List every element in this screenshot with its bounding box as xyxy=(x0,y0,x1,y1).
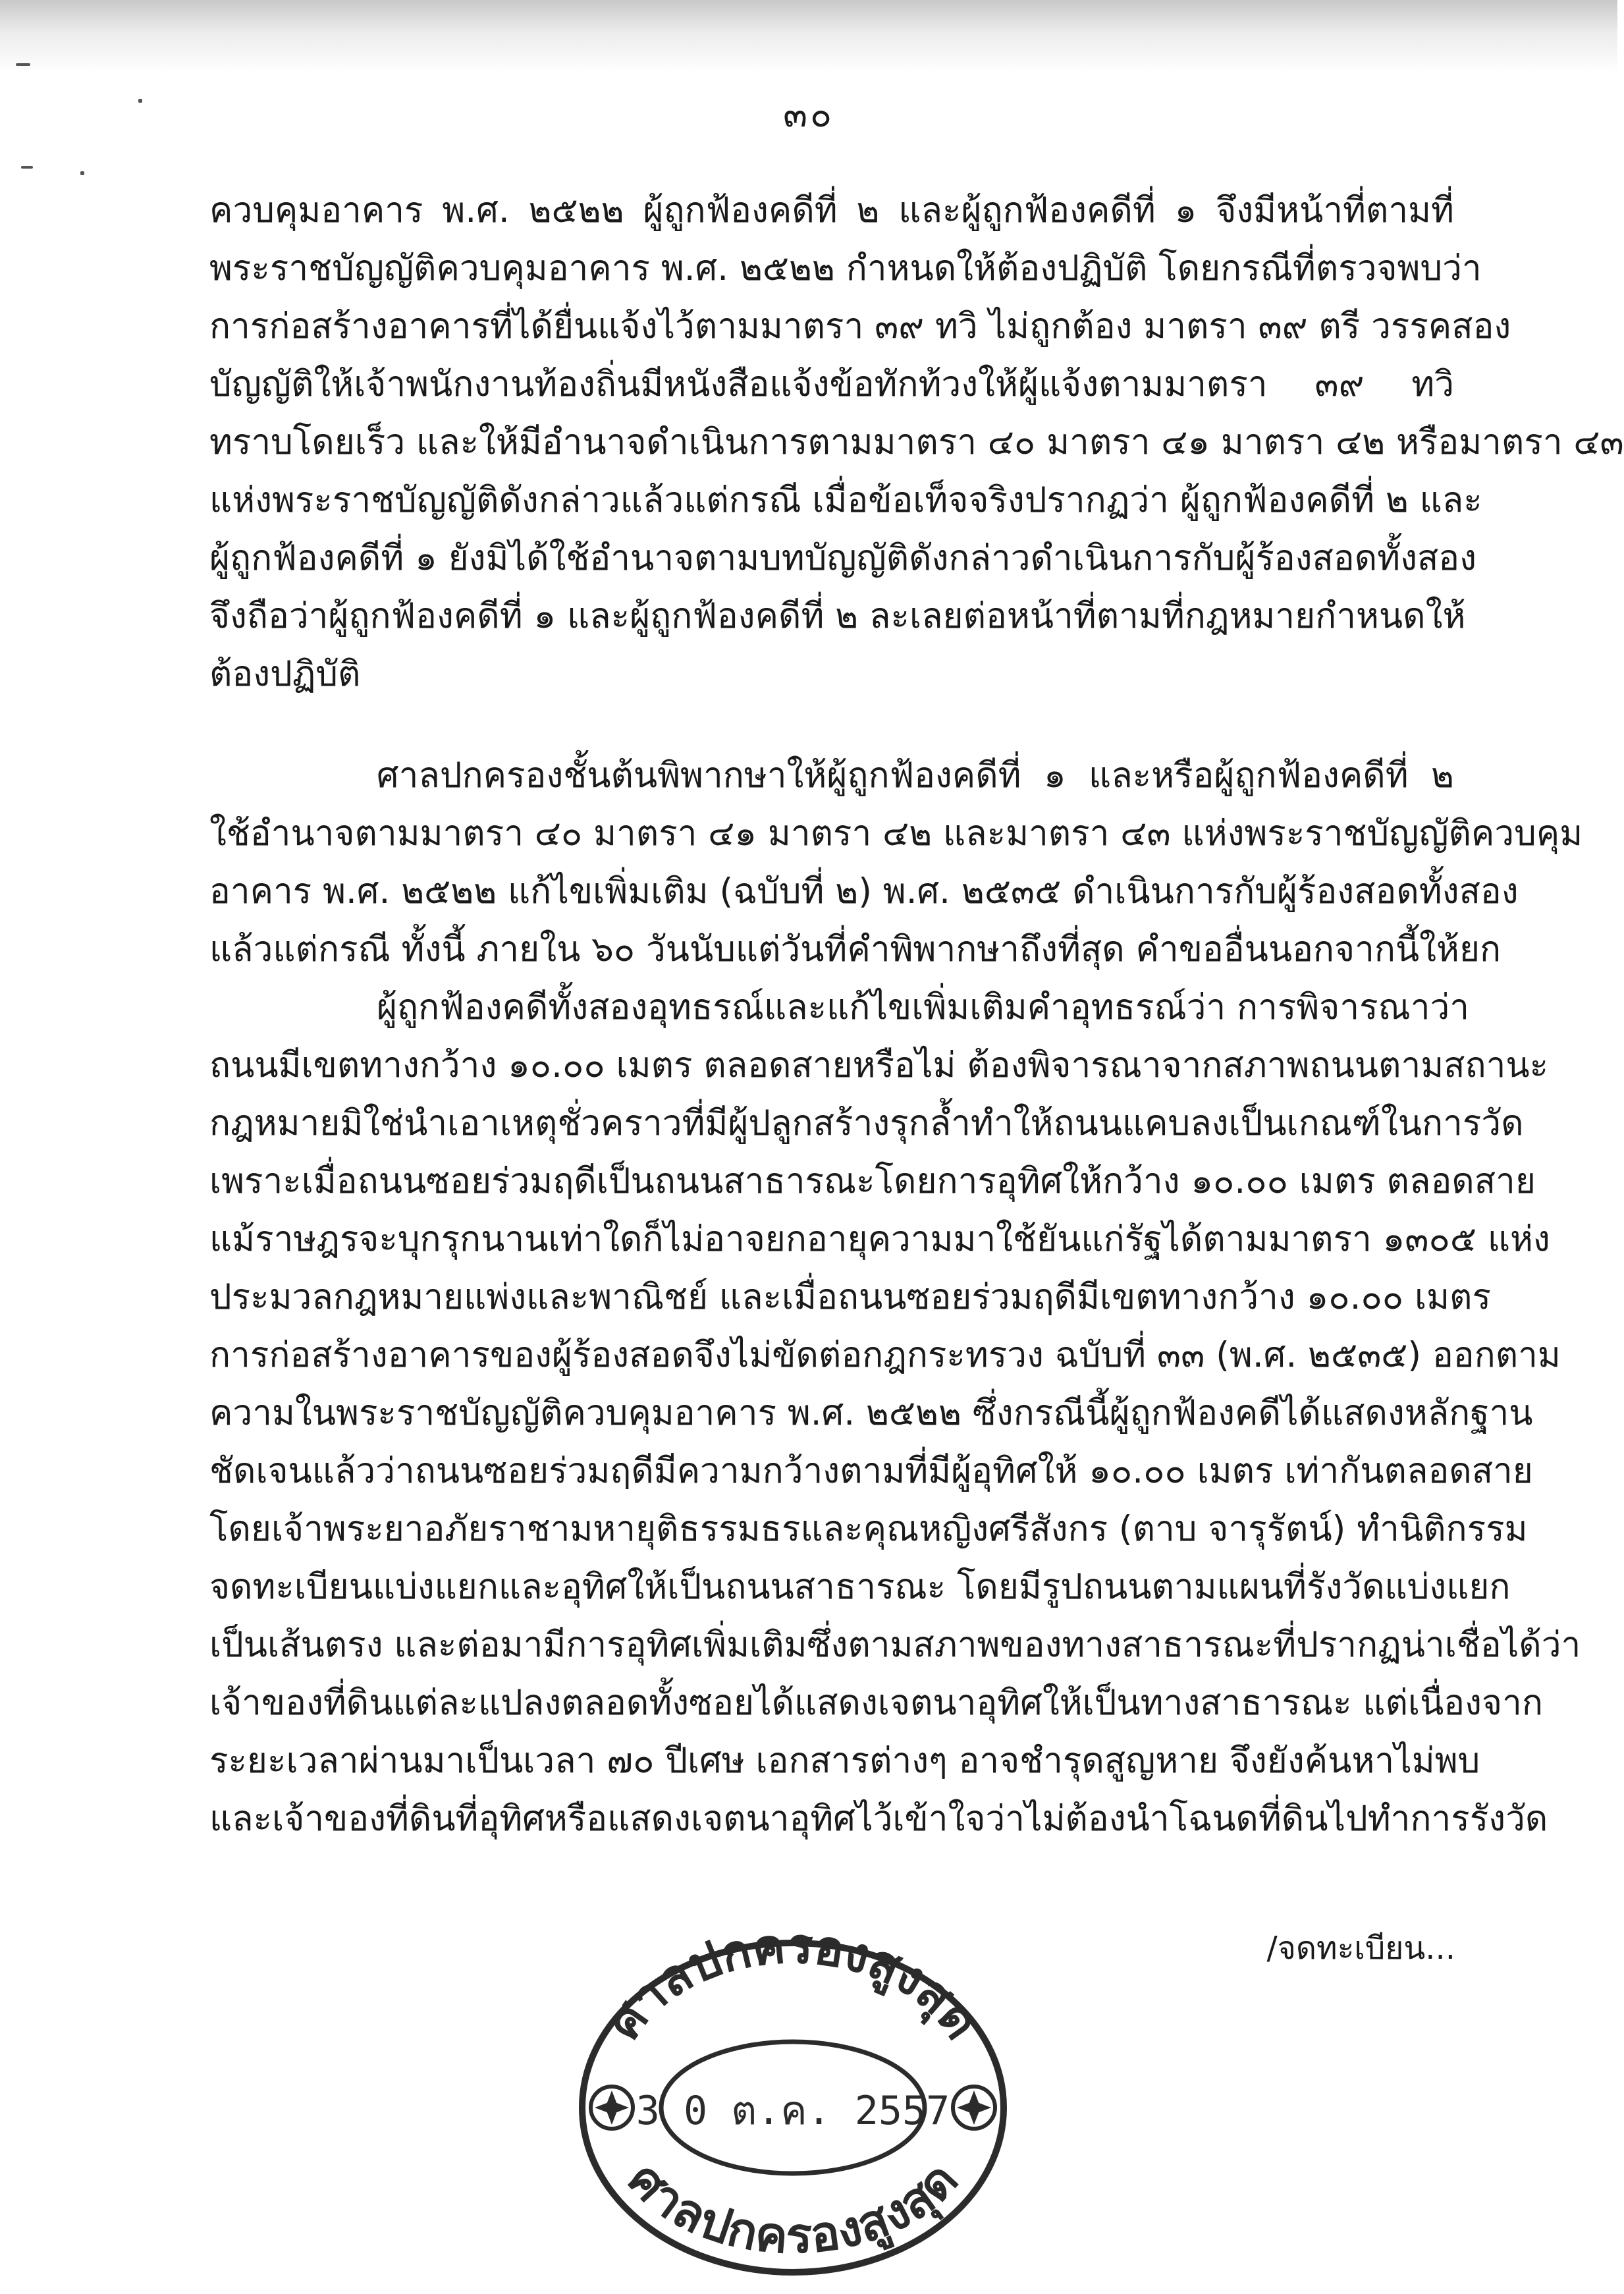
body-line: กฎหมายมิใช่นำเอาเหตุชั่วคราวที่มีผู้ปลูกสร้างรุกล้ำทำให้ถนนแคบลงเป็นเกณฑ์ในการวัด xyxy=(209,1103,1524,1143)
body-line: ชัดเจนแล้วว่าถนนซอยร่วมฤดีมีความกว้างตามที่มีผู้อุทิศให้ ๑๐.๐๐ เมตร เท่ากันตลอดสาย xyxy=(209,1451,1533,1491)
body-line: ถนนมีเขตทางกว้าง ๑๐.๐๐ เมตร ตลอดสายหรือไม่ ต้องพิจารณาจากสภาพถนนตามสถานะ xyxy=(209,1045,1549,1085)
body-line: แห่งพระราชบัญญัติดังกล่าวแล้วแต่กรณี เมื่อข้อเท็จจริงปรากฏว่า ผู้ถูกฟ้องคดีที่ ๒ และ xyxy=(209,480,1482,520)
body-line: ระยะเวลาผ่านมาเป็นเวลา ๗๐ ปีเศษ เอกสารต่างๆ อาจชำรุดสูญหาย จึงยังค้นหาไม่พบ xyxy=(209,1741,1480,1781)
body-line: ควบคุมอาคาร พ.ศ. ๒๕๒๒ ผู้ถูกฟ้องคดีที่ ๒ และผู้ถูกฟ้องคดีที่ ๑ จึงมีหน้าที่ตามที่ xyxy=(209,190,1454,231)
body-line: พระราชบัญญัติควบคุมอาคาร พ.ศ. ๒๕๒๒ กำหนดให้ต้องปฏิบัติ โดยกรณีที่ตรวจพบว่า xyxy=(209,248,1482,288)
page-number: ๓๐ xyxy=(783,94,834,135)
body-line: ทราบโดยเร็ว และให้มีอำนาจดำเนินการตามมาตรา ๔๐ มาตรา ๔๑ มาตรา ๔๒ หรือมาตรา ๔๓ xyxy=(209,422,1624,462)
svg-text:ศาลปกครองสูงสุด xyxy=(595,1923,990,2050)
scan-speck xyxy=(16,63,30,66)
body-line: เจ้าของที่ดินแต่ละแปลงตลอดทั้งซอยได้แสดงเจตนาอุทิศให้เป็นทางสาธารณะ แต่เนื่องจาก xyxy=(209,1683,1543,1723)
body-line: ต้องปฏิบัติ xyxy=(209,654,361,694)
body-line: ใช้อำนาจตามมาตรา ๔๐ มาตรา ๔๑ มาตรา ๔๒ และมาตรา ๔๓ แห่งพระราชบัญญัติควบคุม xyxy=(209,813,1583,854)
body-line: ผู้ถูกฟ้องคดีที่ ๑ ยังมิได้ใช้อำนาจตามบทบัญญัติดังกล่าวดำเนินการกับผู้ร้องสอดทั้งสอง xyxy=(209,538,1477,578)
body-line: โดยเจ้าพระยาอภัยราชามหายุติธรรมธรและคุณหญิงศรีสังกร (ตาบ จารุรัตน์) ทำนิติกรรม xyxy=(209,1509,1528,1549)
svg-text:ศาลปกครองสูงสุด xyxy=(617,2152,969,2265)
scan-speck xyxy=(80,171,84,175)
body-line: การก่อสร้างอาคารของผู้ร้องสอดจึงไม่ขัดต่อกฎกระทรวง ฉบับที่ ๓๓ (พ.ศ. ๒๕๓๕) ออกตาม xyxy=(209,1335,1561,1375)
body-line: แม้ราษฎรจะบุกรุกนานเท่าใดก็ไม่อาจยกอายุความมาใช้ยันแก่รัฐได้ตามมาตรา ๑๓๐๕ แห่ง xyxy=(209,1219,1550,1259)
body-line: จึงถือว่าผู้ถูกฟ้องคดีที่ ๑ และผู้ถูกฟ้องคดีที่ ๒ ละเลยต่อหน้าที่ตามที่กฎหมายกำหนดให้ xyxy=(209,596,1466,636)
body-line: เพราะเมื่อถนนซอยร่วมฤดีเป็นถนนสาธารณะโดยการอุทิศให้กว้าง ๑๐.๐๐ เมตร ตลอดสาย xyxy=(209,1161,1536,1201)
body-line: แล้วแต่กรณี ทั้งนี้ ภายใน ๖๐ วันนับแต่วันที่คำพิพากษาถึงที่สุด คำขออื่นนอกจากนี้ให้ยก xyxy=(209,929,1502,969)
stamp-ornament-left-icon xyxy=(591,2087,633,2129)
body-line: บัญญัติให้เจ้าพนักงานท้องถิ่นมีหนังสือแจ้งข้อทักท้วงให้ผู้แจ้งตามมาตรา ๓๙ ทวิ xyxy=(209,364,1454,404)
body-line: การก่อสร้างอาคารที่ได้ยื่นแจ้งไว้ตามมาตรา ๓๙ ทวิ ไม่ถูกต้อง มาตรา ๓๙ ตรี วรรคสอง xyxy=(209,306,1511,346)
stamp-top-text: ศาลปกครองสูงสุด xyxy=(595,1923,990,2050)
body-line: จดทะเบียนแบ่งแยกและอุทิศให้เป็นถนนสาธารณะ โดยมีรูปถนนตามแผนที่รังวัดแบ่งแยก xyxy=(209,1567,1511,1607)
body-line: ศาลปกครองชั้นต้นพิพากษาให้ผู้ถูกฟ้องคดีที่ ๑ และหรือผู้ถูกฟ้องคดีที่ ๒ xyxy=(377,755,1454,796)
continuation-note: /จดทะเบียน... xyxy=(1266,1930,1455,1967)
court-stamp xyxy=(569,1923,1017,2279)
body-line: ประมวลกฎหมายแพ่งและพาณิชย์ และเมื่อถนนซอยร่วมฤดีมีเขตทางกว้าง ๑๐.๐๐ เมตร xyxy=(209,1277,1491,1317)
body-line: เป็นเส้นตรง และต่อมามีการอุทิศเพิ่มเติมซึ่งตามสภาพของทางสาธารณะที่ปรากฏน่าเชื่อได้ว่า xyxy=(209,1625,1581,1665)
body-line: อาคาร พ.ศ. ๒๕๒๒ แก้ไขเพิ่มเติม (ฉบับที่ ๒) พ.ศ. ๒๕๓๕ ดำเนินการกับผู้ร้องสอดทั้งสอง xyxy=(209,871,1519,912)
scan-shadow xyxy=(0,0,1617,72)
body-line: ผู้ถูกฟ้องคดีทั้งสองอุทธรณ์และแก้ไขเพิ่มเติมคำอุทธรณ์ว่า การพิจารณาว่า xyxy=(377,987,1469,1027)
body-line: และเจ้าของที่ดินที่อุทิศหรือแสดงเจตนาอุทิศไว้เข้าใจว่าไม่ต้องนำโฉนดที่ดินไปทำการรังวัด xyxy=(209,1799,1548,1839)
stamp-bottom-text: ศาลปกครองสูงสุด xyxy=(616,2151,969,2265)
stamp-ornament-right-icon xyxy=(953,2087,995,2129)
scan-speck xyxy=(21,166,33,169)
body-line: ความในพระราชบัญญัติควบคุมอาคาร พ.ศ. ๒๕๒๒ ซึ่งกรณีนี้ผู้ถูกฟ้องคดีได้แสดงหลักฐาน xyxy=(209,1393,1533,1433)
stamp-date: 3 0 ต.ค. 2557 xyxy=(636,2088,950,2134)
